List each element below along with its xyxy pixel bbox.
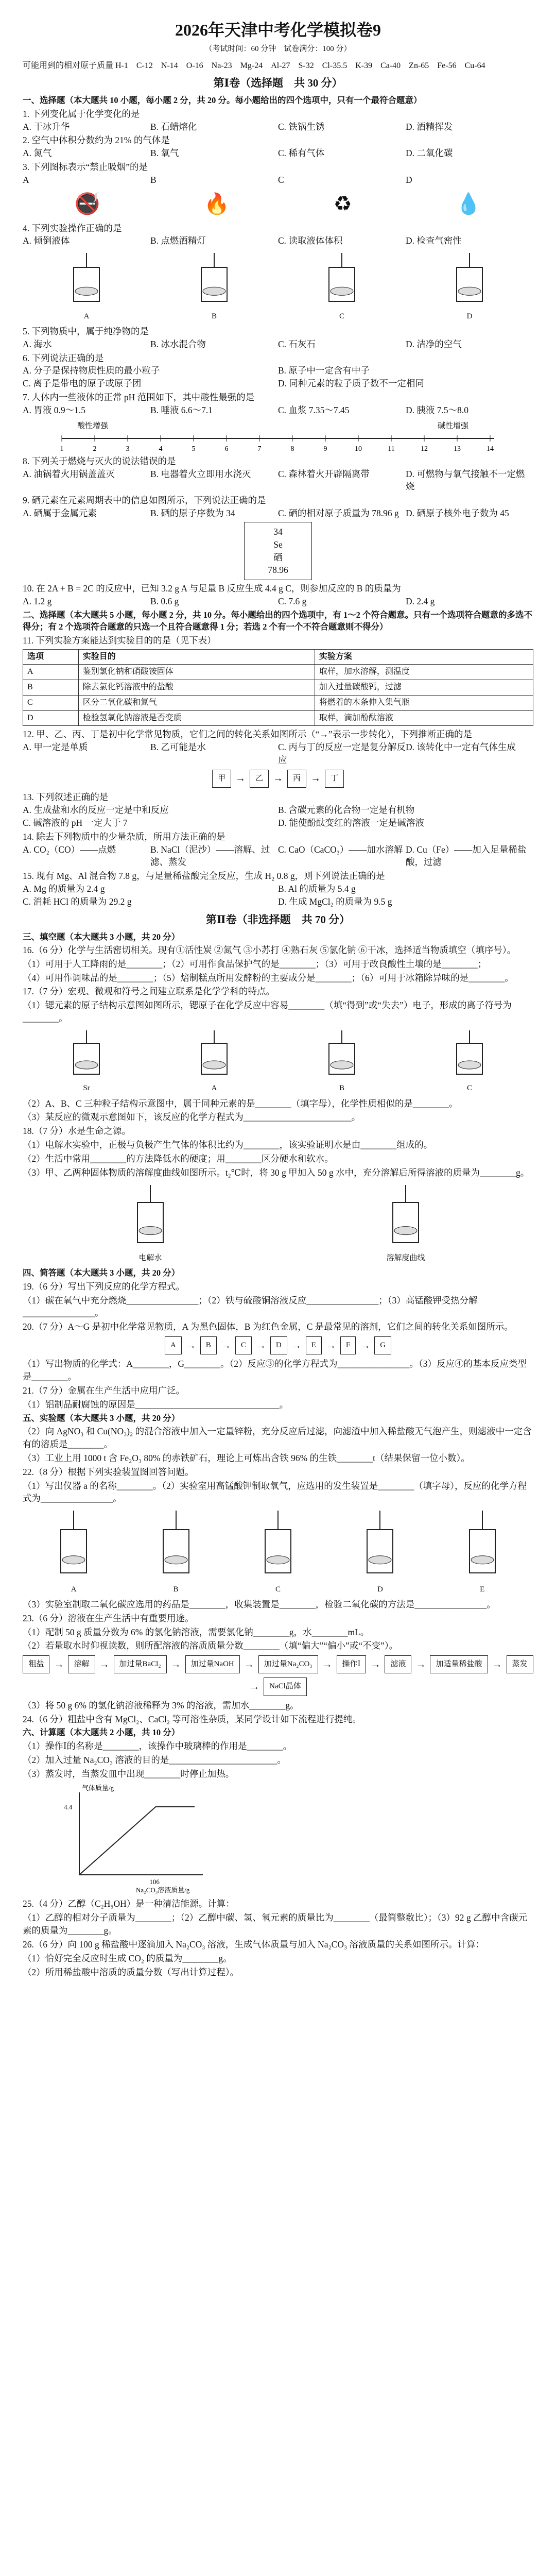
- table-row: [23, 665, 533, 680]
- question: [23, 582, 533, 608]
- svg-text:1: 1: [60, 445, 64, 453]
- option: A. 氮气: [23, 148, 52, 159]
- section-1-head: 一、选择题（本大题共 10 小题，每小题 2 分，共 20 分。每小题给出的四个选项中，只有一个最符合题意）: [23, 95, 422, 106]
- option: D. 2.4 g: [406, 596, 435, 607]
- table-cell: D: [23, 710, 79, 726]
- option: B. 含碳元素的化合物一定是有机物: [278, 804, 415, 815]
- table-cell: 将燃着的木条伸入集气瓶: [315, 695, 533, 710]
- flow-chart: [23, 1655, 533, 1696]
- question-line: 22.（8 分）根据下列实验装置图回答问题。: [23, 1466, 194, 1477]
- gas-mass-graph: [54, 1782, 208, 1895]
- question-line: 20.（7 分）A～G 是初中化学常见物质，A 为黑色固体，B 为红色金属，C 是最常见的溶剂，它们之间的转化关系如图所示。: [23, 1321, 513, 1332]
- question-stem: 7. 人体内一些液体的正常 pH 范围如下，其中酸性最强的是: [23, 392, 255, 403]
- question-line: （1）碳在氧气中充分燃烧________________；（2）铁与硫酸铜溶液反应________________；（3）高锰酸钾受热分解________________。: [23, 1295, 478, 1318]
- flow-node: A: [165, 1336, 182, 1354]
- apparatus-figure: [311, 250, 373, 322]
- question-line: （2）所用稀盐酸中溶质的质量分数（写出计算过程）。: [23, 1967, 239, 1977]
- option: C. 碱溶液的 pH 一定大于 7: [23, 817, 128, 828]
- question: [23, 325, 533, 351]
- atomic-mass: 78.96: [268, 565, 288, 575]
- figure-label: D: [466, 312, 473, 320]
- experiment-table: [23, 649, 533, 726]
- svg-text:5: 5: [192, 445, 196, 453]
- option: D. 能使酚酞变红的溶液一定是碱溶液: [278, 817, 424, 828]
- apparatus-drawing: [439, 1028, 500, 1079]
- apparatus-figure: [43, 1508, 105, 1595]
- table-cell: 区分二氧化碳和氮气: [78, 695, 315, 710]
- figure-label: C: [466, 1084, 472, 1093]
- figure-label: 电解水: [138, 1253, 162, 1262]
- question-options: [23, 364, 533, 390]
- apparatus-drawing: [183, 1028, 245, 1079]
- svg-text:6: 6: [224, 445, 229, 453]
- flow-node: 加过量NaOH: [185, 1655, 240, 1673]
- table-cell: C: [23, 695, 79, 710]
- question-line: 21.（7 分）金属在生产生活中应用广泛。: [23, 1385, 185, 1396]
- arrow-icon: →: [310, 773, 321, 785]
- questions-11-15: [23, 634, 533, 908]
- substance-box: 乙: [250, 770, 269, 788]
- table-cell: 检验氢氧化钠溶液是否变质: [78, 710, 315, 726]
- question-stem: 13. 下列叙述正确的是: [23, 792, 109, 803]
- svg-text:13: 13: [454, 445, 461, 453]
- apparatus-figure: [145, 1508, 207, 1595]
- figure-row: [23, 250, 533, 322]
- option: B. Al 的质量为 5.4 g: [278, 884, 356, 894]
- arrow-icon: →: [360, 1340, 371, 1351]
- figure-label: Sr: [83, 1084, 90, 1093]
- apparatus-drawing: [56, 1028, 117, 1079]
- svg-text:7: 7: [257, 445, 262, 453]
- questions-16-26: [23, 931, 533, 1979]
- option: A. 甲一定是单质: [23, 742, 88, 753]
- arrow-icon: →: [291, 1340, 302, 1351]
- figure-label: A: [71, 1585, 77, 1594]
- option: C. 7.6 g: [278, 596, 307, 607]
- flow-node: C: [235, 1336, 252, 1354]
- option: B: [150, 174, 157, 185]
- flow-node: 加过量Na₂CO₃: [258, 1655, 318, 1673]
- curve: [79, 1807, 195, 1875]
- apparatus-drawing: [451, 1508, 513, 1580]
- question-line: （3）蒸发时，当蒸发皿中出现________时停止加热。: [23, 1768, 235, 1779]
- option: B. 硒的原子序数为 34: [150, 508, 235, 519]
- svg-text:酸性增强: 酸性增强: [77, 421, 109, 430]
- flow-node: D: [270, 1336, 287, 1354]
- question-line: 23.（6 分）溶液在生产生活中有重要用途。: [23, 1613, 194, 1623]
- figure-row: [23, 1508, 533, 1595]
- svg-text:12: 12: [421, 445, 428, 453]
- question: [23, 134, 533, 160]
- option: B. NaCl（泥沙）——溶解、过滤、蒸发: [150, 844, 270, 868]
- figure-label: E: [480, 1585, 485, 1594]
- figure-label: C: [339, 312, 344, 320]
- option: C: [278, 174, 284, 185]
- question-stem: 14. 除去下列物质中的少量杂质，所用方法正确的是: [23, 831, 225, 842]
- question: [23, 870, 533, 908]
- option: C. 稀有气体: [278, 148, 325, 159]
- flow-node: 溶解: [68, 1655, 95, 1673]
- part1-title: 第Ⅰ卷（选择题 共 30 分）: [213, 77, 343, 90]
- figure-label: B: [211, 312, 217, 320]
- apparatus-figure: [183, 250, 245, 322]
- option: C. 铁锅生锈: [278, 121, 325, 132]
- table-header: 实验方案: [315, 649, 533, 665]
- apparatus-figure: [56, 1028, 117, 1094]
- part2-title: 第Ⅱ卷（非选择题 共 70 分）: [205, 913, 351, 926]
- question-stem: 11. 下列实验方案能达到实验目的的是（见下表）: [23, 635, 216, 646]
- figure-label: B: [339, 1084, 344, 1093]
- question-line: （2）向 AgNO₃ 和 Cu(NO₃)₂ 的混合溶液中加入一定量锌粉，充分反应后过滤，向滤渣中加入稀盐酸无气泡产生，则滤液中一定含有的溶质是________。: [23, 1426, 532, 1449]
- question-line: （1）可用于人工降雨的是________；（2）可用作食品保护气的是________；（3）可用于改良酸性土壤的是________；: [23, 958, 487, 969]
- question-line: 19.（6 分）写出下列反应的化学方程式。: [23, 1281, 185, 1292]
- questions-1-10: [23, 108, 533, 608]
- flow-node: E: [306, 1336, 322, 1354]
- table-cell: 取样，滴加酚酞溶液: [315, 710, 533, 726]
- question: [23, 391, 533, 417]
- arrow-icon: →: [99, 1658, 110, 1670]
- table-cell: 鉴别氯化钠和硝酸铵固体: [78, 665, 315, 680]
- sign-icons: [23, 190, 533, 219]
- question-options: [23, 147, 533, 160]
- svg-text:碱性增强: 碱性增强: [438, 421, 469, 430]
- element-name: 硒: [273, 552, 283, 563]
- svg-text:2: 2: [93, 445, 97, 453]
- option: D. 酒精挥发: [406, 121, 453, 132]
- svg-text:Na₂CO₃溶液质量/g: Na₂CO₃溶液质量/g: [136, 1886, 190, 1894]
- atomic-number: 34: [273, 526, 283, 537]
- figure-label: A: [83, 312, 90, 320]
- atomic-masses: 可能用到的相对原子质量 H-1 C-12 N-14 O-16 Na-23 Mg-24 Al-27 S-32 Cl-35.5 K-39 Ca-40 Zn-65 Fe-56 Cu-64: [23, 61, 485, 70]
- question-line: （3）实验室制取二氧化碳应选用的药品是________，收集装置是________，检验二氧化碳的方法是________________。: [23, 1599, 496, 1609]
- option: D. 硒原子核外电子数为 45: [406, 508, 509, 519]
- flow-node: 加过量BaCl₂: [114, 1655, 167, 1673]
- svg-text:9: 9: [323, 445, 327, 453]
- table-row: [23, 680, 533, 696]
- apparatus-figure: [311, 1028, 373, 1094]
- svg-text:气体质量/g: 气体质量/g: [82, 1784, 114, 1792]
- question-line: （3）某反应的微观示意图如下，该反应的化学方程式为________________________。: [23, 1112, 361, 1123]
- arrow-icon: →: [235, 773, 246, 785]
- question-line: （1）乙醇的相对分子质量为________；（2）乙醇中碳、氢、氧元素的质量比为________（最简整数比）；（3）92 g 乙醇中含碳元素的质量为________g。: [23, 1912, 527, 1936]
- svg-text:4: 4: [159, 445, 163, 453]
- option: B. 点燃酒精灯: [150, 235, 206, 246]
- option: A. 油锅着火用锅盖盖灭: [23, 468, 115, 479]
- option: C. 离子是带电的原子或原子团: [23, 378, 142, 389]
- apparatus-figure: [183, 1028, 245, 1094]
- figure-row: [23, 1028, 533, 1094]
- option: A. 胃液 0.9～1.5: [23, 404, 86, 415]
- apparatus-drawing: [311, 250, 373, 307]
- table-cell: 加入过量碳酸钙，过滤: [315, 680, 533, 696]
- flow-node: 蒸发: [507, 1655, 533, 1673]
- arrow-icon: →: [370, 1658, 381, 1670]
- arrow-icon: →: [415, 1658, 426, 1670]
- safety-sign-icon: 💧: [456, 192, 482, 215]
- option: D. 可燃物与氧气接触不一定燃烧: [406, 468, 525, 492]
- svg-text:10: 10: [355, 445, 362, 453]
- question-stem: 4. 下列实验操作正确的是: [23, 223, 122, 233]
- question-line: （3）甲、乙两种固体物质的溶解度曲线如图所示。t₂℃时，将 30 g 甲加入 50 g 水中，充分溶解后所得溶液的质量为________g。: [23, 1167, 530, 1178]
- figure-label: D: [377, 1585, 383, 1594]
- option: A. Mg 的质量为 2.4 g: [23, 884, 105, 894]
- question-line: （1）操作Ⅰ的名称是________，该操作中玻璃棒的作用是________。: [23, 1740, 292, 1751]
- element-symbol: Se: [273, 539, 283, 550]
- question-line: （2）生活中常用________的方法降低水的硬度；用________区分硬水和软水。: [23, 1153, 334, 1164]
- apparatus-figure: [439, 250, 500, 322]
- option: A. 海水: [23, 338, 52, 349]
- question-line: （1）铝制品耐腐蚀的原因是________________________________。: [23, 1399, 289, 1410]
- option: A. 干冰升华: [23, 121, 70, 132]
- option: C. CaO（CaCO₃）——加水溶解: [278, 844, 403, 855]
- question-line: （1）配制 50 g 质量分数为 6% 的氯化钠溶液，需要氯化钠________g，水________mL。: [23, 1626, 370, 1637]
- flow-node: G: [374, 1336, 391, 1354]
- question-line: （3）工业上用 1000 t 含 Fe₂O₃ 80% 的赤铁矿石，理论上可炼出含铁 96% 的生铁________t（结果保留一位小数）。: [23, 1452, 470, 1463]
- section-2-head: 二、选择题（本大题共 5 小题，每小题 2 分，共 10 分。每小题给出的四个选项中，有 1～2 个符合题意。只有一个选项符合题意的多选不得分；有 2 个选项符合题意的只选一个且符合题意得 1 分；若选 2 个有一个不符合题意则不得分）: [23, 610, 532, 632]
- option: C. 丙与丁的反应一定是复分解反应: [278, 742, 406, 765]
- arrow-icon: →: [244, 1658, 254, 1670]
- question-line: （1）电解水实验中，正极与负极产生气体的体积比约为________，该实验证明水是由________组成的。: [23, 1140, 433, 1150]
- question-line: （1）锶元素的原子结构示意图如图所示，锶原子在化学反应中容易________（填“得到”或“失去”）电子，形成的离子符号为________。: [23, 1000, 512, 1024]
- question: [23, 831, 533, 869]
- apparatus-drawing: [311, 1028, 373, 1079]
- option: A. 分子是保持物质性质的最小粒子: [23, 365, 160, 376]
- apparatus-figure: [349, 1508, 411, 1595]
- question-line: 18.（7 分）水是生命之源。: [23, 1126, 131, 1137]
- question-options: [23, 883, 533, 908]
- question-stem: 5. 下列物质中，属于纯净物的是: [23, 326, 149, 336]
- question: [23, 728, 533, 767]
- question-line: （2）A、B、C 三种粒子结构示意图中，属于同种元素的是________（填字母），化学性质相似的是________。: [23, 1098, 458, 1109]
- question: [23, 108, 533, 133]
- option: C. 石灰石: [278, 338, 316, 349]
- apparatus-figure: [56, 250, 117, 322]
- safety-sign-icon: 🔥: [204, 192, 230, 215]
- option: C. 读取液体体积: [278, 235, 343, 246]
- substance-box: 丁: [325, 770, 344, 788]
- question-options: [23, 741, 533, 767]
- svg-text:106: 106: [149, 1878, 160, 1886]
- flow-node: B: [200, 1336, 217, 1354]
- figure-label: 溶解度曲线: [386, 1253, 425, 1262]
- flow-node: F: [340, 1336, 356, 1354]
- arrow-icon: →: [249, 1681, 260, 1692]
- option: D: [406, 174, 412, 185]
- figure-row: [23, 1182, 533, 1264]
- question-line: 25.（4 分）乙醇（C₂H₅OH）是一种清洁能源。计算：: [23, 1899, 235, 1909]
- question: [23, 634, 533, 647]
- table-cell: A: [23, 665, 79, 680]
- svg-text:3: 3: [126, 445, 130, 453]
- table-header: 实验目的: [78, 649, 315, 665]
- option: D. 该转化中一定有气体生成: [406, 742, 516, 753]
- option: D. Cu（Fe）——加入足量稀盐酸，过滤: [406, 844, 527, 868]
- option: B. 乙可能是水: [150, 742, 206, 753]
- option: A. 生成盐和水的反应一定是中和反应: [23, 804, 169, 815]
- apparatus-drawing: [439, 250, 500, 307]
- apparatus-figure: [439, 1028, 500, 1094]
- question-line: （1）写出仪器 a 的名称________。（2）实验室用高锰酸钾制取氧气，应选用的发生装置是________（填字母），反应的化学方程式为________________。: [23, 1480, 527, 1504]
- option: C. 血浆 7.35～7.45: [278, 404, 350, 415]
- svg-text:8: 8: [290, 445, 294, 453]
- question-stem: 9. 硒元素在元素周期表中的信息如图所示，下列说法正确的是: [23, 495, 266, 506]
- arrow-icon: →: [273, 773, 283, 785]
- periodic-cell: [244, 522, 312, 580]
- arrow-icon: →: [255, 1340, 266, 1351]
- apparatus-drawing: [375, 1182, 437, 1249]
- option: D. 生成 MgCl₂ 的质量为 9.5 g: [278, 896, 392, 907]
- question: [23, 455, 533, 494]
- svg-text:14: 14: [486, 445, 494, 453]
- option: B. 0.6 g: [150, 596, 179, 607]
- question-options: [23, 468, 533, 494]
- question-line: （4）可用作调味品的是________；（5）焙制糕点所用发酵粉的主要成分是________；（6）可用于冰箱除异味的是________。: [23, 972, 514, 983]
- apparatus-drawing: [119, 1182, 181, 1249]
- question: [23, 494, 533, 520]
- question: [23, 222, 533, 248]
- question-options: [23, 121, 533, 133]
- option: D. 检查气密性: [406, 235, 462, 246]
- option: B. 唾液 6.6～7.1: [150, 404, 213, 415]
- question-options: [23, 804, 533, 829]
- section-head: 三、填空题（本大题共 3 小题，共 20 分）: [23, 931, 180, 942]
- table-cell: 除去氯化钙溶液中的盐酸: [78, 680, 315, 696]
- option: B. 电器着火立即用水浇灭: [150, 468, 251, 479]
- section-head: 四、简答题（本大题共 3 小题，共 20 分）: [23, 1268, 180, 1278]
- apparatus-figure: [375, 1182, 437, 1264]
- question-options: [23, 338, 533, 351]
- arrow-icon: →: [170, 1658, 181, 1670]
- question-stem: 6. 下列说法正确的是: [23, 352, 104, 363]
- figure-label: A: [211, 1084, 217, 1093]
- option: A. 倾倒液体: [23, 235, 70, 246]
- question-line: （2）加入过量 Na₂CO₃ 溶液的目的是________________________。: [23, 1754, 286, 1765]
- question-line: 26.（6 分）向 100 g 稀盐酸中逐滴加入 Na₂CO₃ 溶液，生成气体质量与加入 Na₂CO₃ 溶液质量的关系如图所示。计算：: [23, 1939, 484, 1950]
- figure-label: C: [275, 1585, 281, 1594]
- question-options: [23, 843, 533, 869]
- option: B. 原子中一定含有中子: [278, 365, 370, 376]
- question-stem: 8. 下列关于燃烧与灭火的说法错误的是: [23, 455, 176, 466]
- option: D. 同种元素的粒子质子数不一定相同: [278, 378, 424, 389]
- table-row: [23, 695, 533, 710]
- ph-scale: [46, 418, 510, 454]
- question-stem: 2. 空气中体积分数约为 21% 的气体是: [23, 135, 170, 146]
- option: B. 石蜡熔化: [150, 121, 197, 132]
- apparatus-drawing: [183, 250, 245, 307]
- flow-node: 加适量稀盐酸: [430, 1655, 488, 1673]
- option: A. 1.2 g: [23, 596, 52, 607]
- question-stem: 15. 现有 Mg、Al 混合物 7.8 g，与足量稀盐酸完全反应，生成 H₂ 0.8 g，则下列说法正确的是: [23, 871, 385, 882]
- svg-text:4.4: 4.4: [64, 1803, 73, 1811]
- question-line: 17.（7 分）宏观、微观和符号之间建立联系是化学学科的特点。: [23, 986, 275, 997]
- apparatus-drawing: [247, 1508, 309, 1580]
- substance-box: 丙: [287, 770, 306, 788]
- question-line: （1）写出物质的化学式：A________，G________。（2）反应③的化学方程式为________________。（3）反应④的基本反应类型是________。: [23, 1359, 527, 1382]
- option: A. CO₂（CO）——点燃: [23, 844, 116, 855]
- option: D. 洁净的空气: [406, 338, 462, 349]
- figure-label: B: [173, 1585, 179, 1594]
- flow-node: 滤液: [385, 1655, 411, 1673]
- option: B. 氧气: [150, 148, 179, 159]
- safety-sign-icon: 🚭: [74, 192, 100, 215]
- arrow-icon: →: [185, 1340, 196, 1351]
- page-title: 2026年天津中考化学模拟卷9: [175, 21, 381, 39]
- apparatus-drawing: [43, 1508, 105, 1580]
- arrow-icon: →: [325, 1340, 336, 1351]
- option: C. 森林着火开辟隔离带: [278, 468, 370, 479]
- question-stem: 3. 下列图标表示“禁止吸烟”的是: [23, 162, 148, 173]
- question: [23, 791, 533, 829]
- safety-sign-icon: ♻: [333, 192, 352, 215]
- question-line: （2）若量取水时仰视读数，则所配溶液的溶质质量分数________（填“偏大”“偏小”或“不变”）。: [23, 1640, 398, 1651]
- option: B. 冰水混合物: [150, 338, 206, 349]
- question-line: （3）将 50 g 6% 的氯化钠溶液稀释为 3% 的溶液，需加水________g。: [23, 1700, 299, 1710]
- section-head: 五、实验题（本大题共 3 小题，共 20 分）: [23, 1413, 180, 1423]
- substance-box: 甲: [212, 770, 231, 788]
- table-row: [23, 710, 533, 726]
- arrow-icon: →: [322, 1658, 333, 1670]
- apparatus-figure: [451, 1508, 513, 1595]
- arrow-icon: →: [220, 1340, 231, 1351]
- flow-node: 粗盐: [23, 1655, 49, 1673]
- apparatus-drawing: [56, 250, 117, 307]
- section-head: 六、计算题（本大题共 2 小题，共 10 分）: [23, 1727, 180, 1738]
- option: C. 硒的相对原子质量为 78.96 g: [278, 508, 399, 519]
- question-stem: 1. 下列变化属于化学变化的是: [23, 108, 140, 119]
- question-line: 16.（6 分）化学与生活密切相关。现有①活性炭 ②氮气 ③小苏打 ④熟石灰 ⑤氯化钠 ⑥干冰，选择适当物质填空（填序号）。: [23, 944, 516, 955]
- question-stem: 12. 甲、乙、丙、丁是初中化学常见物质，它们之间的转化关系如图所示（“→”表示一步转化），下列推断正确的是: [23, 729, 473, 740]
- question: [23, 352, 533, 391]
- apparatus-drawing: [145, 1508, 207, 1580]
- svg-text:11: 11: [388, 445, 395, 453]
- flow-chart: [23, 1336, 533, 1354]
- option: A. 硒属于金属元素: [23, 508, 97, 519]
- table-header: 选项: [23, 649, 79, 665]
- transform-diagram: [23, 770, 533, 788]
- table-cell: 取样，加水溶解，测温度: [315, 665, 533, 680]
- question-line: （1）恰好完全反应时生成 CO₂ 的质量为________g。: [23, 1953, 232, 1963]
- question-stem: 10. 在 2A + B = 2C 的反应中，已知 3.2 g A 与足量 B 反应生成 4.4 g C，则参加反应的 B 的质量为: [23, 583, 401, 594]
- option: D. 二氧化碳: [406, 148, 453, 159]
- table-cell: B: [23, 680, 79, 696]
- apparatus-figure: [247, 1508, 309, 1595]
- question-line: 24.（6 分）粗盐中含有 MgCl₂、CaCl₂ 等可溶性杂质，某同学设计如下流程进行提纯。: [23, 1714, 361, 1724]
- apparatus-figure: [119, 1182, 181, 1264]
- option: C. 消耗 HCl 的质量为 29.2 g: [23, 896, 132, 907]
- question-options: [23, 404, 533, 417]
- arrow-icon: →: [492, 1658, 502, 1670]
- apparatus-drawing: [349, 1508, 411, 1580]
- option: D. 胰液 7.5～8.0: [406, 404, 469, 415]
- question: [23, 161, 533, 187]
- exam-info: （考试时间：60 分钟 试卷满分：100 分）: [204, 45, 352, 54]
- question-options: [23, 595, 533, 608]
- arrow-icon: →: [54, 1658, 64, 1670]
- question-options: [23, 507, 533, 520]
- flow-node: NaCl晶体: [264, 1677, 307, 1696]
- question-options: [23, 234, 533, 247]
- option: A: [23, 174, 29, 185]
- question-options: [23, 174, 533, 187]
- flow-node: 操作Ⅰ: [337, 1655, 367, 1673]
